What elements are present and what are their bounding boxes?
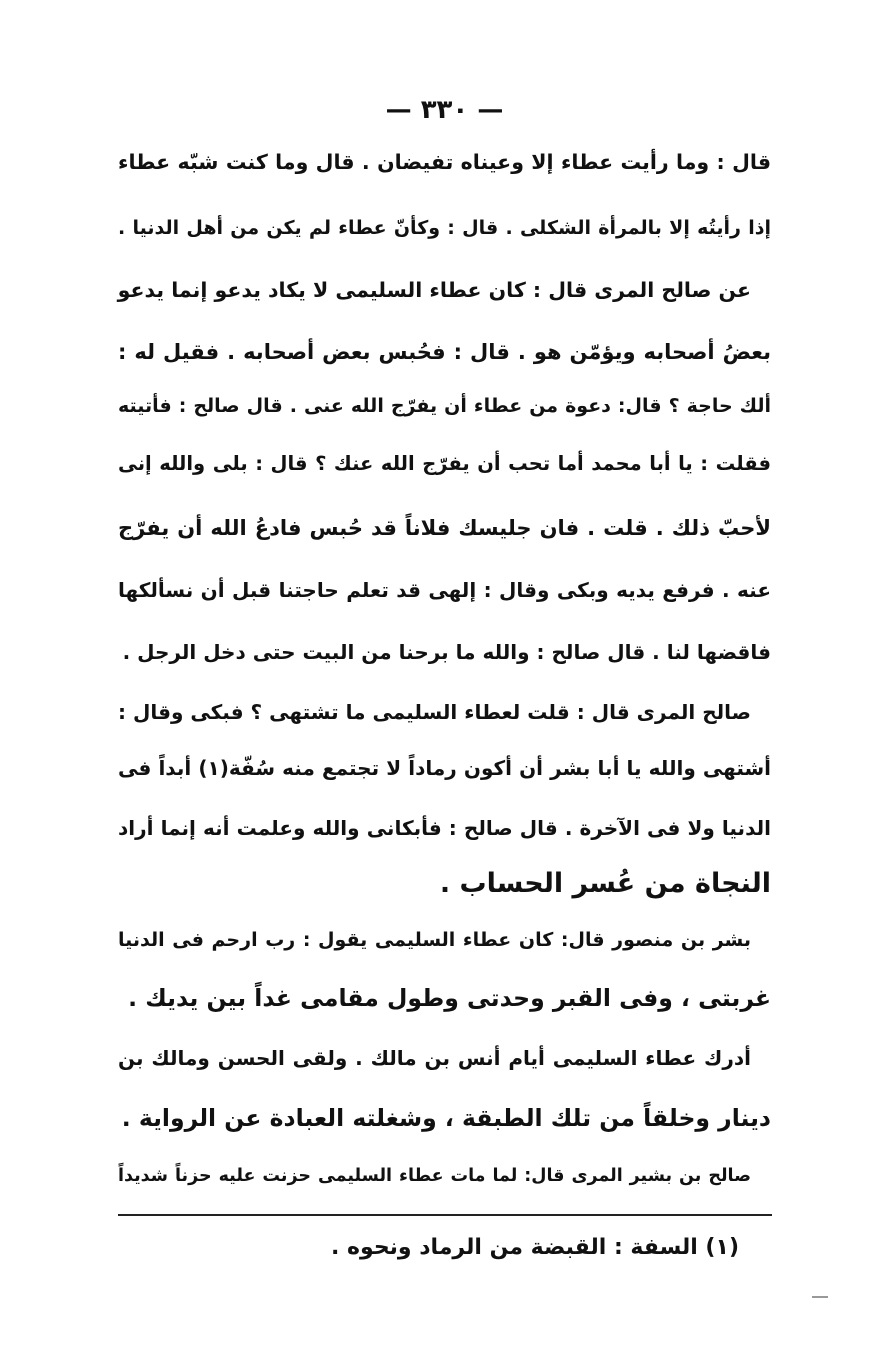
text-line: النجاة من عُسر الحساب . xyxy=(439,868,771,899)
text-line: أشتهى والله يا أبا بشر أن أكون رماداً لا تجتمع منه سُفّة(١) أبداً فى xyxy=(118,756,772,780)
text-line: فاقضها لنا . قال صالح : والله ما برحنا من البيت حتى دخل الرجل . xyxy=(122,640,771,664)
text-line: الدنيا ولا فى الآخرة . قال صالح : فأبكانى والله وعلمت أنه إنما أراد xyxy=(118,816,771,840)
text-line: قال : وما رأيت عطاء إلا وعيناه تفيضان . قال وما كنت شبّه عطاء xyxy=(118,150,771,174)
paragraph-start-line: بشر بن منصور قال: كان عطاء السليمى يقول : رب ارحم فى الدنيا xyxy=(118,929,751,951)
text-line: إذا رأيتُه إلا بالمرأة الشكلى . قال : وكأنّ عطاء لم يكن من أهل الدنيا . xyxy=(118,217,771,239)
paragraph-start-line: صالح بن بشير المرى قال: لما مات عطاء السليمى حزنت عليه حزناً شديداً xyxy=(118,1166,751,1186)
text-line: ألك حاجة ؟ قال: دعوة من عطاء أن يفرّج الله عنى . قال صالح : فأتيته xyxy=(118,395,771,417)
footnote: (١) السفة : القبضة من الرماد ونحوه . xyxy=(331,1235,739,1260)
text-line: بعضُ أصحابه ويؤمّن هو . قال : فحُبس بعض أصحابه . فقيل له : xyxy=(118,340,771,364)
footnote-divider xyxy=(118,1214,772,1216)
page-number: — ٣٣٠ — xyxy=(385,95,504,125)
paragraph-start-line: عن صالح المرى قال : كان عطاء السليمى لا يكاد يدعو إنما يدعو xyxy=(117,278,751,302)
scan-mark xyxy=(812,1296,828,1298)
text-line: فقلت : يا أبا محمد أما تحب أن يفرّج الله عنك ؟ قال : بلى والله إنى xyxy=(118,452,771,475)
paragraph-start-line: أدرك عطاء السليمى أيام أنس بن مالك . ولقى الحسن ومالك بن xyxy=(118,1046,751,1070)
text-line: لأحبّ ذلك . قلت . فان جليسك فلاناً قد حُبس فادعُ الله أن يفرّج xyxy=(118,516,771,540)
text-line: دينار وخلقاً من تلك الطبقة ، وشغلته العبادة عن الرواية . xyxy=(121,1104,771,1132)
text-line: عنه . فرفع يديه وبكى وقال : إلهى قد تعلم حاجتنا قبل أن نسألكها xyxy=(118,578,771,602)
text-line: غربتى ، وفى القبر وحدتى وطول مقامى غداً بين يديك . xyxy=(128,984,771,1012)
paragraph-start-line: صالح المرى قال : قلت لعطاء السليمى ما تشتهى ؟ فبكى وقال : xyxy=(118,700,751,724)
